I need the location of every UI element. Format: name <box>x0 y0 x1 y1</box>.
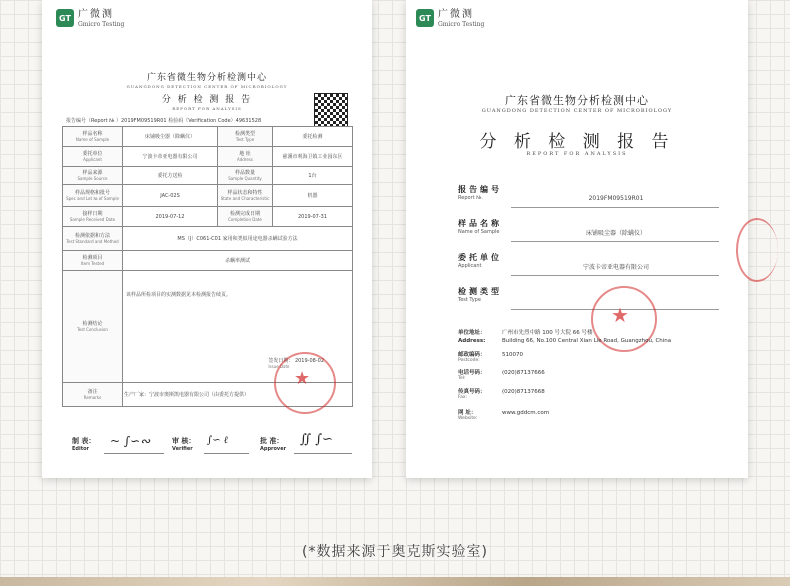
cell-label-en: Sample Received Date <box>69 216 116 222</box>
field-value: 宁波卡帝亚电器有限公司 <box>582 264 649 271</box>
report-title-cn: 分 析 检 测 报 告 <box>161 95 253 105</box>
contact-label: 网 址： <box>458 410 477 416</box>
issue-date: 2019-08-02 <box>294 358 324 364</box>
contact-address-cn <box>458 328 593 336</box>
cell-label: 接样日期 <box>82 210 103 217</box>
field-label-en: Name of Sample <box>458 229 500 235</box>
center-name-cn: 广东省微生物分析检测中心 <box>505 94 649 107</box>
report-number-line: 报告编号（Report № ）2019FM09519R01 检验码（Verification Code）49631528 <box>66 118 262 124</box>
cell-label: 检测完成日期 <box>229 210 260 217</box>
contact-value: www.gddcm.com <box>502 410 550 416</box>
contact-website <box>458 408 549 421</box>
gmicro-logo-icon: GT <box>416 9 434 27</box>
cell-label: 样品名称 <box>82 130 103 137</box>
verifier-label: 审 核： <box>172 437 196 445</box>
center-name-cn: 广东省微生物分析检测中心 <box>146 73 267 83</box>
report-title-cn: 分 析 检 测 报 告 <box>479 132 675 152</box>
contact-label: 传真号码： <box>458 389 486 395</box>
cell-value: 慈溪市观海卫镇工业园东区 <box>273 147 353 167</box>
cell-label-en: Completion Date <box>228 216 262 222</box>
contact-postcode <box>458 350 523 363</box>
cell-value: 机器 <box>273 185 353 207</box>
brand-name-cn: 广微测 <box>438 9 474 20</box>
verifier-signature: ∫∽ ℓ <box>207 435 228 446</box>
report-title-en: REPORT FOR ANALYSIS <box>526 151 628 157</box>
contact-label-en: Website: <box>458 416 478 421</box>
contact-value: 广州市先烈中路 100 号大院 66 号楼 <box>502 330 593 336</box>
cell-label: 样品规格和批号 <box>74 189 110 196</box>
cell-value: 2019-07-31 <box>273 207 353 227</box>
cell-value: MS（J）C061-C01 家用和类似用途电器杀螨试验方法 <box>123 227 353 251</box>
source-caption: (*数据来源于奥克斯实验室) <box>302 544 488 560</box>
brand-logo <box>56 9 124 29</box>
field-label: 检测类型 <box>458 287 502 296</box>
edge-seal-stamp <box>736 218 778 282</box>
contact-tel <box>458 368 545 381</box>
brand-name-en: Gmicro Testing <box>78 21 125 28</box>
contact-fax <box>458 387 545 400</box>
field-label: 样品名称 <box>458 219 502 228</box>
approver-label-block <box>260 436 286 452</box>
contact-label-en: Tel: <box>458 376 466 381</box>
field-label-en: Test Type <box>458 297 481 303</box>
cell-label: 检测结论 <box>82 320 103 327</box>
cell-label: 检测依据和方法 <box>74 232 110 239</box>
cell-label: 检测类型 <box>234 130 255 137</box>
cell-label-en: Sample Source <box>77 175 108 181</box>
field-sample-name <box>458 219 502 236</box>
issue-date-label-en: Issue Date <box>268 364 290 369</box>
cell-label: 样品状态和特性 <box>227 189 263 196</box>
cell-value: 委托方送检 <box>123 167 218 185</box>
cell-value: 2019-07-12 <box>123 207 218 227</box>
center-name-en: GUANGDONG DETECTION CENTER OF MICROBIOLOGY <box>481 108 673 114</box>
contact-label-en: Postcode: <box>458 358 480 363</box>
field-label-en: Applicant <box>458 263 482 269</box>
cell-value: 床铺吸尘器（除螨仪） <box>123 127 218 147</box>
left-report-page <box>42 0 372 478</box>
center-name-en: GUANGDONG DETECTION CENTER OF MICROBIOLOGY <box>126 84 288 89</box>
gmicro-logo-icon: GT <box>56 9 74 27</box>
brand-name-cn: 广微测 <box>78 9 114 20</box>
brand-logo <box>416 9 484 29</box>
cell-value: 生产厂家：宁波市奥斯凯电器有限公司（由委托方提供） <box>123 383 353 407</box>
cell-label-en: Test Conclusion <box>77 326 108 332</box>
cell-label: 样品数量 <box>234 169 255 176</box>
verifier-label-en: Verifier <box>172 446 193 452</box>
cell-label: 备注 <box>87 388 98 395</box>
cell-label-en: Item Tested <box>80 260 105 266</box>
cell-label-en: Remarks <box>83 394 102 400</box>
bottom-wood-strip <box>0 577 790 586</box>
field-value: 床铺吸尘器（除螨仪） <box>585 230 646 237</box>
cell-value: 宁波卡帝亚电器有限公司 <box>123 147 218 167</box>
approver-signature: ∬ ∫∽ <box>300 432 333 447</box>
contact-label: 单位地址： <box>458 330 486 336</box>
field-test-type <box>458 287 502 304</box>
editor-label-en: Editor <box>72 446 89 452</box>
cell-label-en: Sample Quantity <box>228 175 262 181</box>
contact-label: 电话号码： <box>458 370 486 376</box>
issue-date-label: 签发日期： <box>268 358 294 364</box>
verifier-label-block <box>172 436 195 452</box>
report-title-en: REPORT FOR ANALYSIS <box>172 106 242 111</box>
field-label: 报告编号 <box>458 185 502 194</box>
field-label-en: Report №. <box>458 195 483 201</box>
cell-label: 委托单位 <box>82 150 103 157</box>
cell-label: 样品来源 <box>82 169 103 176</box>
qr-code <box>314 93 348 127</box>
field-report-no <box>458 185 502 202</box>
approver-label: 批 准： <box>260 437 284 445</box>
editor-label-block <box>72 436 95 452</box>
right-report-page <box>406 0 748 478</box>
cell-value: 委托检测 <box>273 127 353 147</box>
field-applicant <box>458 253 502 270</box>
contact-value: Building 66, No.100 Central Xian Lie Road, Guangzhou, China <box>502 338 672 344</box>
brand-name-en: Gmicro Testing <box>438 21 485 28</box>
contact-value: 510070 <box>502 352 523 358</box>
cell-value: JAC-02S <box>123 185 218 207</box>
seal-star-icon: ★ <box>611 303 629 327</box>
field-label: 委托单位 <box>458 253 502 262</box>
field-value: 2019FM09519R01 <box>588 195 644 202</box>
approver-label-en: Approver <box>260 446 287 452</box>
cell-label-en: Name of Sample <box>75 136 110 142</box>
contact-address-en <box>458 338 671 344</box>
seal-star-icon: ★ <box>294 368 311 389</box>
cell-label-en: Address <box>237 156 253 162</box>
contact-value: (020)87137668 <box>502 389 545 395</box>
cell-value: 杀螨率测试 <box>123 251 353 271</box>
cell-label-en: Applicant <box>83 156 102 162</box>
cell-label: 检测项目 <box>82 254 103 261</box>
cell-value: 1台 <box>273 167 353 185</box>
cell-label-en: Test Standard and Method <box>66 238 119 244</box>
editor-signature: ~ ∫∽∾ <box>110 434 151 448</box>
editor-label: 制 表： <box>72 437 96 445</box>
contact-label-en: Fax: <box>458 395 468 400</box>
cell-label-en: Test Type <box>235 136 255 142</box>
contact-label: Address: <box>458 338 486 344</box>
cell-label-en: Spec and Lot № of Sample <box>66 195 119 201</box>
contact-label: 邮政编码： <box>458 352 486 358</box>
cell-label-en: State and Characteristic <box>220 195 270 201</box>
conclusion-text: 该样品所检项目的实测数据见本检测报告续页。 <box>126 292 232 298</box>
contact-value: (020)87137666 <box>502 370 545 376</box>
cell-label: 地 址 <box>239 150 251 157</box>
